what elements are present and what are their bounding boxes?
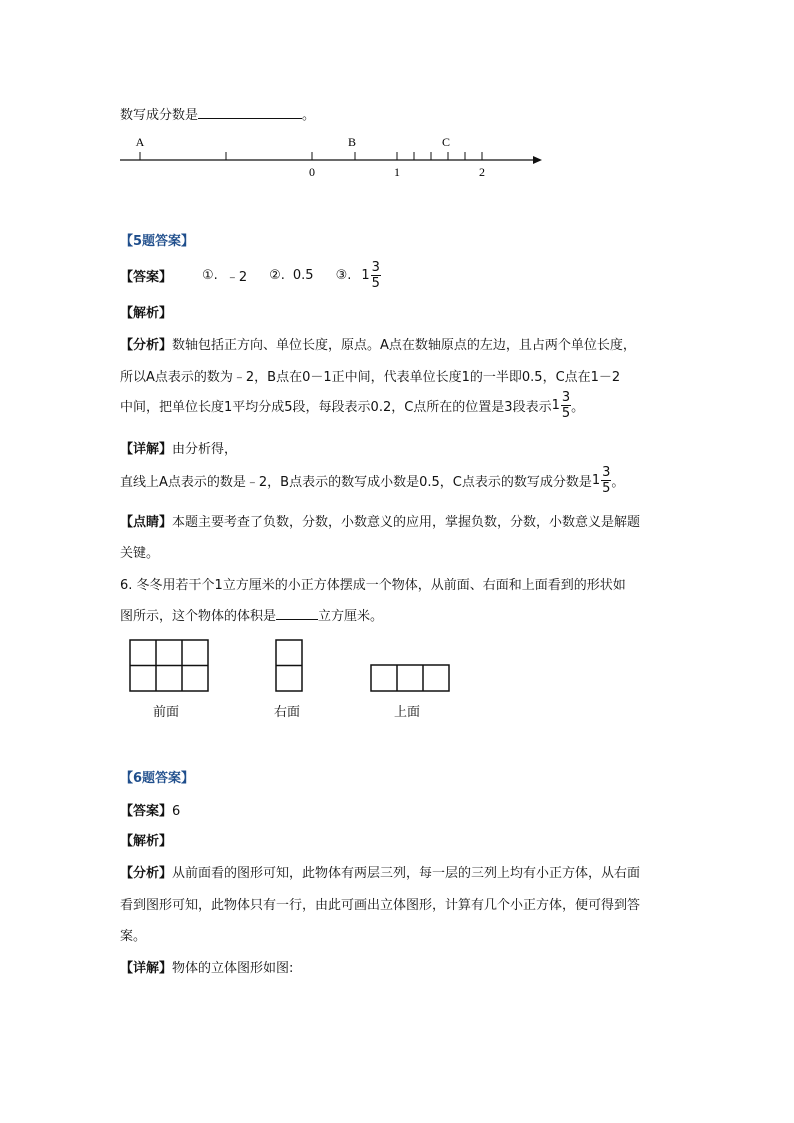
q6-xiangjie-line1 <box>120 957 293 976</box>
ans2-val: 0.5 <box>292 267 314 283</box>
top-view-figure <box>369 663 453 694</box>
xiangjie-line2-fraction <box>601 466 611 495</box>
ans2-num: ②. <box>269 267 285 283</box>
fraction-numerator: 3 <box>602 464 611 480</box>
fenxi-line3-text: 中间，把单位长度1平均分成5段，每段表示0.2，C点所在的位置是3段表示 <box>120 399 552 415</box>
fraction-denominator: 5 <box>602 480 611 496</box>
q6-answer-line <box>120 800 180 819</box>
top-prefix: 数写成分数是 <box>120 108 199 123</box>
fraction-numerator: 3 <box>561 389 571 405</box>
answer-value: 6 <box>172 804 181 819</box>
xiangjie-tag: 【详解】 <box>120 961 173 976</box>
tick-label-1: 1 <box>394 165 400 179</box>
top-view-label: 上面 <box>394 705 421 720</box>
q5-analysis-tag: 【解析】 <box>120 306 173 321</box>
q6-answer-header: 【6题答案】 <box>120 771 195 786</box>
point-label-a: A <box>135 135 145 149</box>
point-label-c: C <box>441 135 451 149</box>
xiangjie-text: 由分析得， <box>172 442 238 457</box>
q6-line1: 6. 冬冬用若干个1立方厘米的小正方体摆成一个物体，从前面、右面和上面看到的形状如 <box>120 578 626 593</box>
q6-fenxi-line3: 案。 <box>120 929 147 944</box>
q6-line2-post: 立方厘米。 <box>318 609 384 624</box>
xiangjie-line2-whole: 1 <box>591 472 601 488</box>
fenxi-text: 数轴包括正方向、单位长度，原点。A点在数轴原点的左边，且占两个单位长度， <box>172 338 636 353</box>
fenxi-tag: 【分析】 <box>120 866 173 881</box>
q5-answer-line <box>120 258 381 292</box>
q5-fenxi-line3 <box>120 388 584 422</box>
ans1-val: ﹣2 <box>225 269 248 285</box>
point-label-b: B <box>347 135 357 149</box>
dianjing-tag: 【点睛】 <box>120 515 173 530</box>
answer-blank <box>276 619 318 620</box>
q6-fenxi-line2: 看到图形可知，此物体只有一行，由此可画出立体图形，计算有几个小正方体，便可得到答 <box>120 898 641 913</box>
ans1-num: ①. <box>202 267 218 283</box>
q5-xiangjie-line2 <box>120 462 624 498</box>
fraction-numerator: 3 <box>371 259 380 275</box>
answer-tag: 【答案】 <box>120 269 173 285</box>
xiangjie-line2-end: 。 <box>611 474 625 490</box>
axis-arrow <box>533 156 542 164</box>
right-view-figure <box>274 638 306 694</box>
fraction-denominator: 5 <box>561 405 571 421</box>
q5-xiangjie-line1 <box>120 438 237 457</box>
q5-dianjing-line1 <box>120 511 640 530</box>
xiangjie-tag: 【详解】 <box>120 442 173 457</box>
q5-dianjing-line2: 关键。 <box>120 546 160 561</box>
fenxi-tag: 【分析】 <box>120 338 173 353</box>
q6-line2 <box>120 605 383 624</box>
front-view-figure <box>128 638 212 694</box>
ans3-whole: 1 <box>361 267 370 283</box>
answer-tag: 【答案】 <box>120 804 173 819</box>
q6-line2-pre: 图所示，这个物体的体积是 <box>120 609 277 624</box>
ans3-num: ③. <box>335 267 352 283</box>
q6-analysis-tag: 【解析】 <box>120 834 173 849</box>
xiangjie-line2-text: 直线上A点表示的数是﹣2，B点表示的数写成小数是0.5，C点表示的数写成分数是 <box>120 474 592 490</box>
top-line <box>120 104 315 123</box>
fenxi-text: 从前面看的图形可知，此物体有两层三列，每一层的三列上均有小正方体，从右面 <box>172 866 641 881</box>
fraction-denominator: 5 <box>371 275 380 291</box>
tick-label-0: 0 <box>309 165 315 179</box>
fenxi-line3-fraction <box>561 391 571 420</box>
q5-fenxi-line1 <box>120 334 636 353</box>
xiangjie-text: 物体的立体图形如图: <box>172 961 294 976</box>
q5-answer-header: 【5题答案】 <box>120 234 195 249</box>
answer-blank <box>198 118 302 119</box>
q5-fenxi-line2: 所以A点表示的数为﹣2，B点在0－1正中间，代表单位长度1的一半即0.5，C点在1－2 <box>120 370 621 385</box>
fenxi-line3-whole: 1 <box>551 397 560 413</box>
dianjing-text: 本题主要考查了负数，分数，小数意义的应用，掌握负数，分数，小数意义是解题 <box>172 515 641 530</box>
q6-fenxi-line1 <box>120 862 640 881</box>
front-view-label: 前面 <box>153 705 180 720</box>
tick-label-2: 2 <box>479 165 485 179</box>
number-line <box>110 128 560 184</box>
right-view-label: 右面 <box>274 705 301 720</box>
top-suffix: 。 <box>302 108 316 123</box>
fenxi-line3-end: 。 <box>571 399 585 415</box>
ans3-fraction <box>371 261 381 290</box>
